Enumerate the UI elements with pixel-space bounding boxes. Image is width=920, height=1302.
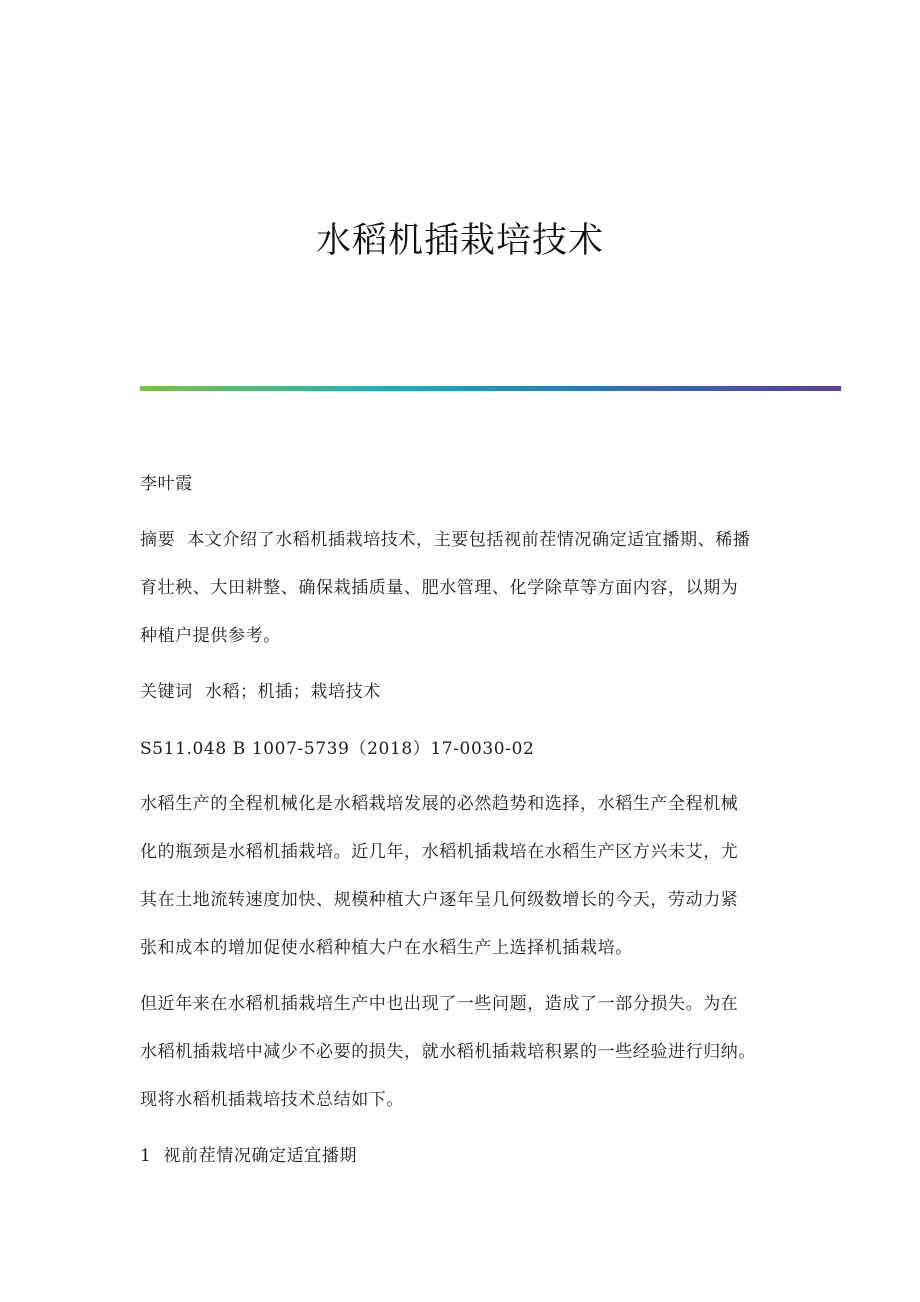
- author: 李叶霞: [140, 474, 193, 494]
- section-1-heading: [140, 1144, 357, 1168]
- title-divider: [140, 386, 841, 391]
- keywords-label: 关键词: [140, 682, 193, 702]
- document-title: 水稻机插栽培技术: [315, 221, 604, 261]
- abstract-line-3: 种植户提供参考。: [140, 626, 281, 646]
- paragraph1-line-2: 化的瓶颈是水稻机插栽培。近几年，水稻机插栽培在水稻生产区方兴未艾，尤: [140, 842, 739, 862]
- paragraph1-line-3: 其在土地流转速度加快、规模种植大户逐年呈几何级数增长的今天，劳动力紧: [140, 890, 739, 910]
- abstract-line-2: 育壮秧、大田耕整、确保栽插质量、肥水管理、化学除草等方面内容，以期为: [140, 578, 739, 598]
- abstract-text-1: 本文介绍了水稻机插栽培技术，主要包括视前茬情况确定适宜播期、稀播: [187, 530, 751, 550]
- keywords-line: [140, 680, 381, 704]
- abstract-line-1: [140, 528, 750, 552]
- section-1-title: 视前茬情况确定适宜播期: [163, 1146, 358, 1166]
- classification-line: S511.048 B 1007-5739（2018）17-0030-02: [140, 739, 535, 759]
- keywords-text: 水稻；机插；栽培技术: [204, 682, 381, 702]
- paragraph2-line-3: 现将水稻机插栽培技术总结如下。: [140, 1090, 404, 1110]
- paragraph2-line-2: 水稻机插栽培中减少不必要的损失，就水稻机插栽培积累的一些经验进行归纳。: [140, 1042, 756, 1062]
- paragraph1-line-4: 张和成本的增加促使水稻种植大户在水稻生产上选择机插栽培。: [140, 938, 633, 958]
- section-1-number: 1: [140, 1146, 152, 1166]
- paragraph2-line-1: 但近年来在水稻机插栽培生产中也出现了一些问题，造成了一部分损失。为在: [140, 994, 739, 1014]
- paragraph1-line-1: 水稻生产的全程机械化是水稻栽培发展的必然趋势和选择，水稻生产全程机械: [140, 794, 739, 814]
- abstract-label: 摘要: [140, 530, 176, 550]
